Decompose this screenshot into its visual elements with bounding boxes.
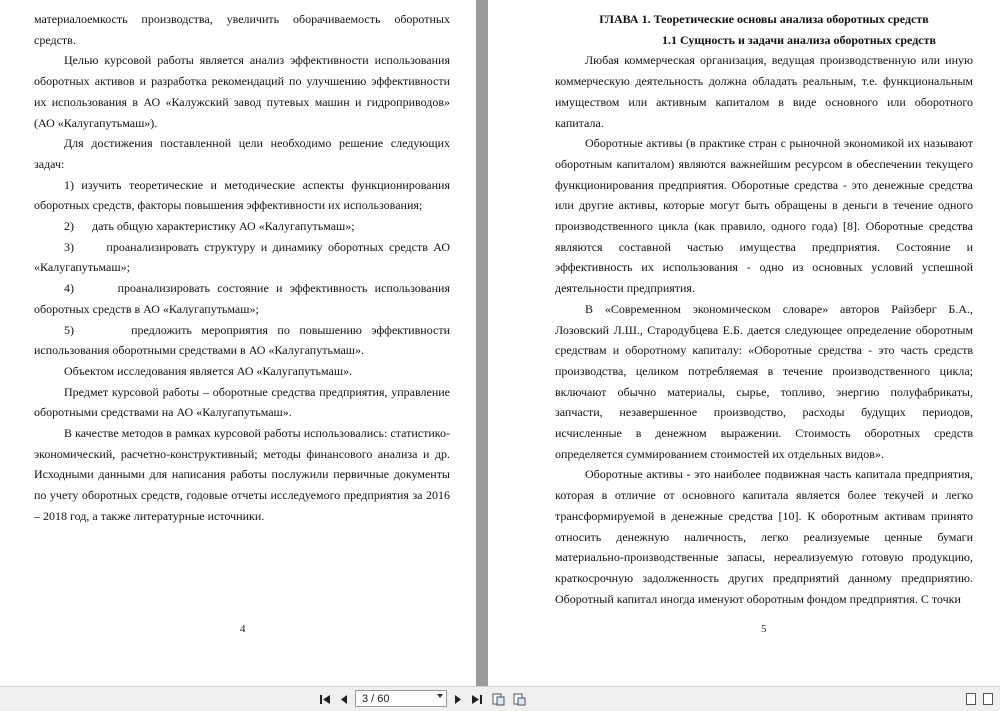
document-page-right <box>488 0 1000 686</box>
page-number: 5 <box>761 623 767 635</box>
fit-width-button[interactable] <box>512 692 526 706</box>
single-page-view-button[interactable] <box>965 692 977 706</box>
section-title: 1.1 Сущность и задачи анализа оборотных средств <box>662 32 936 47</box>
paragraph: Объектом исследования является АО «Калугапутьмаш». <box>64 363 353 378</box>
paragraph: Оборотные активы (в практике стран с рыночной экономикой их называют оборотным капиталом) являются важнейшим ресурсом в обеспечении текущего функционирования предприятия. Оборотные средства - это денежные средства или другие активы, которые могут быть обращены в деньги в течение одного производственного цикла (как правило, одного года) [8]. Оборотные средства являются составной частью имущества предприятия. Состояние и эффективность их использования - одно из основных условий успешной деятельности предприятия. <box>555 136 973 296</box>
list-item: 4) проанализировать состояние и эффективность использования оборотных средств в АО «Калугапутьмаш»; <box>34 281 450 316</box>
paragraph: В «Современном экономическом словаре» авторов Райзберг Б.А., Лозовский Л.Ш., Стародубцева Е.Б. дается следующее определение оборотным средствам и оборотному капиталу: «Оборотные средства - это часть средств производства, целиком потребляемая в течение производственного цикла; включают обычно материалы, сырье, топливо, энергию полуфабрикаты, запчасти, незавершенное производство, расходы будущих периодов, исчисленные в денежном выражении. Стоимость оборотных средств определяется суммированием стоимостей их отдельных видов». <box>555 301 973 461</box>
previous-page-icon <box>339 694 349 705</box>
first-page-button[interactable] <box>318 692 332 706</box>
page-text <box>34 9 450 527</box>
first-page-icon <box>319 694 331 705</box>
last-page-icon <box>471 694 483 705</box>
paragraph: Для достижения поставленной цели необходимо решение следующих задач: <box>34 136 450 171</box>
paragraph: Любая коммерческая организация, ведущая производственную или иную коммерческую деятельность должна обладать реальным, т.е. функциональным имуществом или активным капиталом в виде основного или оборотного капитала. <box>555 53 973 130</box>
fit-page-button[interactable] <box>491 692 505 706</box>
last-page-button[interactable] <box>470 692 484 706</box>
chapter-title: ГЛАВА 1. Теоретические основы анализа оборотных средств <box>599 12 929 26</box>
single-page-icon <box>966 693 976 705</box>
list-item: 3) проанализировать структуру и динамику оборотных средств АО «Калугапутьмаш»; <box>34 239 450 275</box>
paragraph: материалоемкость производства, увеличить оборачиваемость оборотных средств. <box>34 12 450 47</box>
list-item: 2) дать общую характеристику АО «Калугапутьмаш»; <box>64 219 355 234</box>
paragraph: Предмет курсовой работы – оборотные средства предприятия, управление оборотными средствами на АО «Калугапутьмаш». <box>34 384 450 420</box>
chevron-down-icon[interactable] <box>437 694 443 698</box>
list-item: 1) изучить теоретические и методические аспекты функционирования оборотных средств, факторы повышения эффективности их использования; <box>34 177 450 213</box>
document-page-left <box>0 0 476 686</box>
two-page-icon <box>983 693 993 705</box>
page-number-value: 3 / 60 <box>362 692 390 705</box>
next-page-button[interactable] <box>452 692 464 706</box>
two-page-view-button[interactable] <box>982 692 994 706</box>
next-page-icon <box>453 694 463 705</box>
page-number: 4 <box>240 623 246 635</box>
fit-width-icon <box>513 693 526 706</box>
fit-page-icon <box>492 693 505 706</box>
viewer-toolbar <box>0 686 1000 711</box>
page-text <box>555 9 973 609</box>
previous-page-button[interactable] <box>337 692 351 706</box>
paragraph: В качестве методов в рамках курсовой работы использовались: статистико-экономический, расчетно-конструктивный; методы финансового анализа и др. Исходными данными для написания работы послужили первичные документы по учету оборотных средств, годовые отчеты исследуемого предприятия за 2016 – 2018 год, а также литературные источники. <box>34 426 450 523</box>
page-gap <box>476 0 488 686</box>
page-number-field[interactable] <box>355 690 447 707</box>
paragraph: Оборотные активы - это наиболее подвижная часть капитала предприятия, которая в отличие от основного капитала является более текучей и легко трансформируемой в денежные средства [10]. К оборотным активам принято относить денежную наличность, легко реализуемые ценные бумаги материально-производственные запасы, нереализуемую готовую продукцию, краткосрочную задолженность других предприятий данному предприятию. Оборотный капитал иногда именуют оборотным фондом предприятия. С точки <box>555 467 973 606</box>
list-item: 5) предложить мероприятия по повышению эффективности использования оборотными средствами в АО «Калугапутьмаш». <box>34 322 450 358</box>
paragraph: Целью курсовой работы является анализ эффективности использования оборотных активов и разработка рекомендаций по улучшению эффективности их использования в АО «Калужский завод путевых машин и гидроприводов» (АО «Калугапутьмаш»). <box>34 53 450 130</box>
